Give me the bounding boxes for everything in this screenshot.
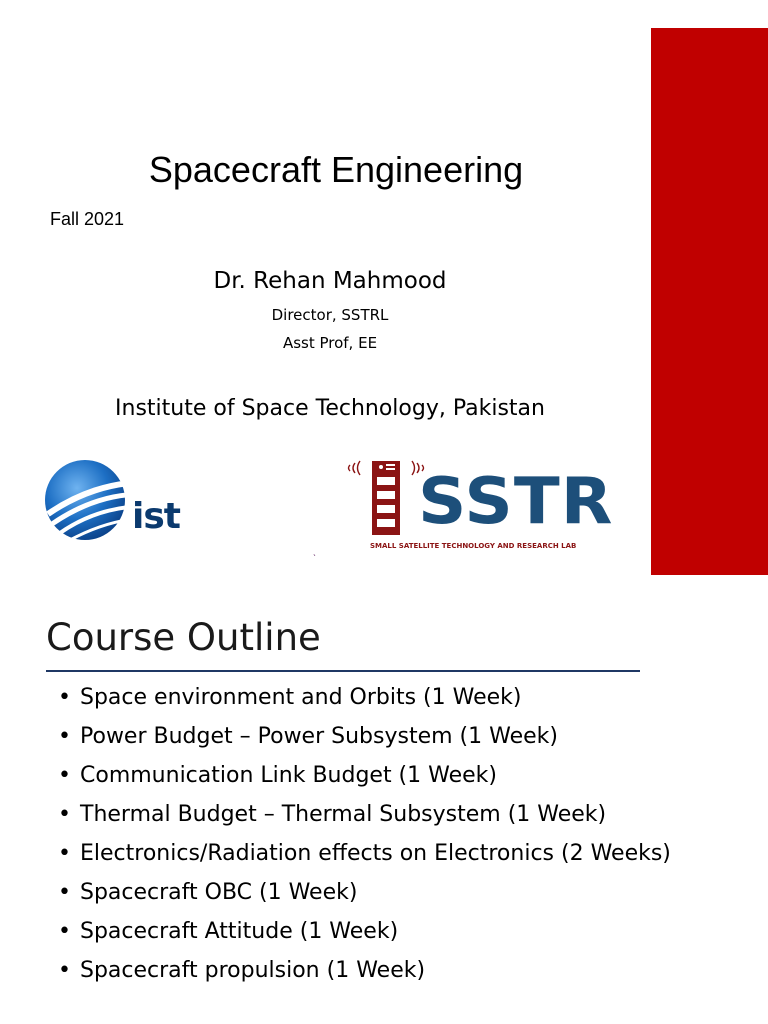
outline-item-text: Thermal Budget – Thermal Subsystem (1 Week) [80,802,607,827]
outline-item [58,840,698,868]
bullet-icon: • [58,958,71,983]
outline-list [58,684,698,996]
presenter-role-director: Director, SSTRL [271,306,389,324]
outline-item [58,762,698,790]
outline-item-text: Power Budget – Power Subsystem (1 Week) [80,724,558,749]
slide-title: Spacecraft Engineering [148,149,524,190]
term-label: Fall 2021 [50,209,125,229]
bullet-icon: • [58,763,71,788]
bullet-icon: • [58,802,71,827]
accent-bar [651,28,768,575]
outline-item [58,723,698,751]
outline-item-text: Communication Link Budget (1 Week) [80,763,497,788]
outline-item-text: Spacecraft Attitude (1 Week) [80,919,399,944]
presenter-role-professor: Asst Prof, EE [282,334,378,352]
outline-item-text: Electronics/Radiation effects on Electronics (2 Weeks) [80,841,671,866]
bullet-icon: • [58,880,71,905]
course-outline-slide [0,598,768,1024]
institute-name: Institute of Space Technology, Pakistan [115,396,545,421]
bullet-icon: • [58,919,71,944]
presenter-name: Dr. Rehan Mahmood [213,268,447,294]
bullet-icon: • [58,841,71,866]
outline-item [58,801,698,829]
stray-mark: ˎ [313,546,317,557]
outline-item [58,879,698,907]
outline-item [58,684,698,712]
outline-title: Course Outline [46,616,321,659]
bullet-icon: • [58,685,71,710]
ist-logo-text: ist [132,496,180,537]
bullet-icon: • [58,724,71,749]
sstr-logo-subtitle: SMALL SATELLITE TECHNOLOGY AND RESEARCH LAB [370,542,577,550]
outline-item-text: Spacecraft OBC (1 Week) [80,880,358,905]
outline-item [58,957,698,985]
sstr-logo-text: SSTR [418,465,614,539]
outline-item-text: Space environment and Orbits (1 Week) [80,685,522,710]
outline-item-text: Spacecraft propulsion (1 Week) [80,958,426,983]
outline-item [58,918,698,946]
title-underline [46,670,640,672]
